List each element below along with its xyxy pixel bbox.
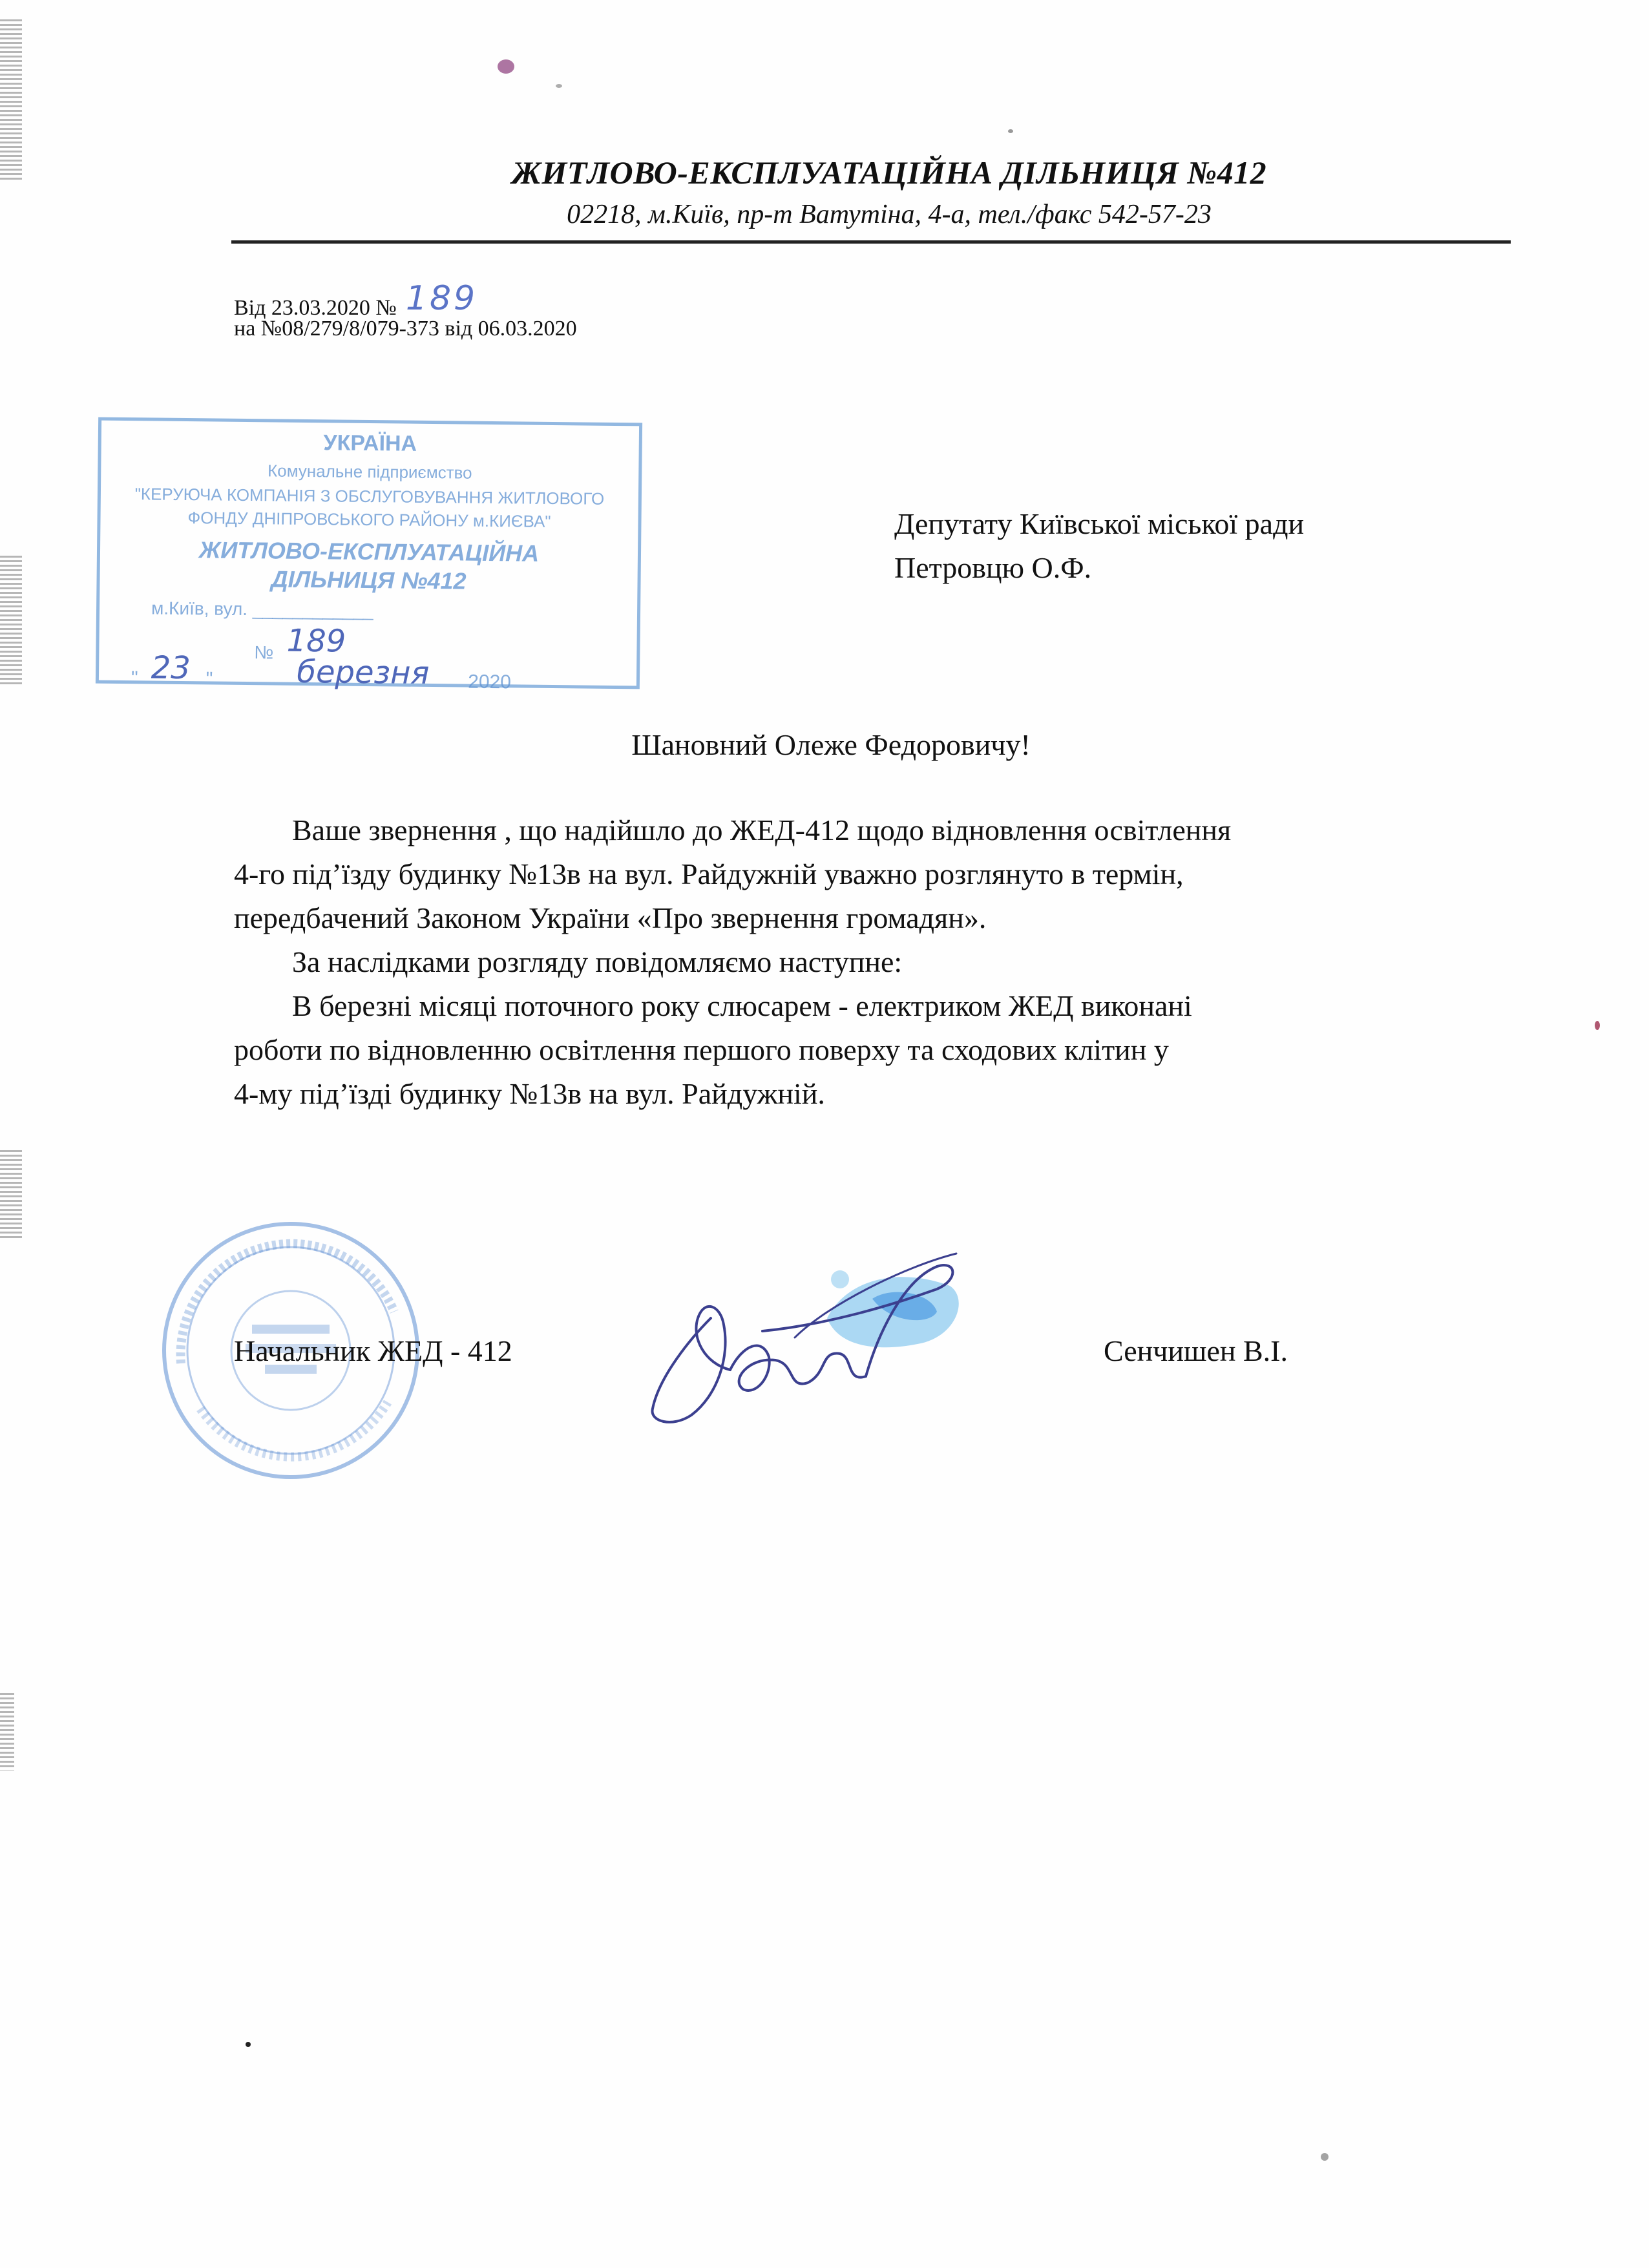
body-line: 4-му під’їзді будинку №13в на вул. Райдужній. (234, 1077, 825, 1110)
stamp-date-year: 2020 (468, 671, 512, 693)
header-divider (231, 240, 1511, 244)
body-line: 4-го під’їзду будинку №13в на вул. Райдужній уважно розглянуто в термін, (234, 857, 1184, 890)
body-line: роботи по відновленню освітлення першого поверху та сходових клітин у (234, 1033, 1169, 1066)
stamp-line: "КЕРУЮЧА КОМПАНІЯ З ОБСЛУГОВУВАННЯ ЖИТЛОВОГО (134, 484, 605, 509)
stamp-line: ЖИТЛОВО-ЕКСПЛУАТАЦІЙНА (198, 536, 540, 567)
body-line: В березні місяці поточного року слюсарем - електриком ЖЕД виконані (292, 989, 1192, 1022)
incoming-reference: на №08/279/8/079-373 від 06.03.2020 (234, 317, 577, 341)
registration-stamp (96, 417, 642, 693)
organization-title: ЖИТЛОВО-ЕКСПЛУАТАЦІЙНА ДІЛЬНИЦЯ №412 (511, 154, 1267, 191)
addressee-name: Петровцю О.Ф. (894, 551, 1092, 584)
addressee-position: Депутату Київської міської ради (894, 507, 1305, 540)
scan-edge-artifact (0, 1150, 22, 1241)
stamp-date-month: березня (297, 653, 430, 691)
stamp-number-label: № (254, 642, 274, 663)
scan-speck (556, 84, 562, 88)
scan-speck (1008, 129, 1013, 133)
stamp-date-quote: " (205, 668, 213, 690)
stamp-line: ФОНДУ ДНІПРОВСЬКОГО РАЙОНУ м.КИЄВА" (187, 508, 551, 531)
scan-speck (498, 59, 514, 74)
scan-edge-artifact (0, 556, 22, 685)
stamp-line: Комунальне підприємство (267, 461, 472, 483)
signatory-name: Сенчишен В.І. (1104, 1334, 1288, 1367)
body-line: Ваше звернення , що надійшло до ЖЕД-412 щодо відновлення освітлення (292, 814, 1232, 846)
outgoing-reference-number: 189 (405, 279, 478, 318)
scan-speck (1321, 2153, 1329, 2161)
stamp-line: ДІЛЬНИЦЯ №412 (271, 565, 467, 594)
stamp-date-day: 23 (151, 649, 191, 687)
handwritten-signature (633, 1228, 969, 1447)
outgoing-reference-label: Від 23.03.2020 № (234, 296, 397, 320)
scan-speck (246, 2042, 251, 2047)
scan-edge-artifact (0, 1693, 14, 1770)
body-line: передбачений Законом України «Про звернення громадян». (234, 901, 987, 934)
signatory-title: Начальник ЖЕД - 412 (234, 1334, 512, 1367)
salutation: Шановний Олеже Федоровичу! (631, 728, 1031, 761)
stamp-date-quote: " (131, 667, 138, 689)
body-line: За наслідками розгляду повідомляємо наступне: (292, 945, 903, 978)
scan-speck (1595, 1021, 1600, 1030)
organization-address: 02218, м.Київ, пр-т Ватутіна, 4-а, тел./факс 542-57-23 (567, 200, 1212, 229)
stamp-line: УКРАЇНА (323, 430, 417, 456)
stamp-number-value: 189 (286, 622, 346, 660)
stamp-line: м.Київ, вул. ____________ (151, 598, 373, 621)
